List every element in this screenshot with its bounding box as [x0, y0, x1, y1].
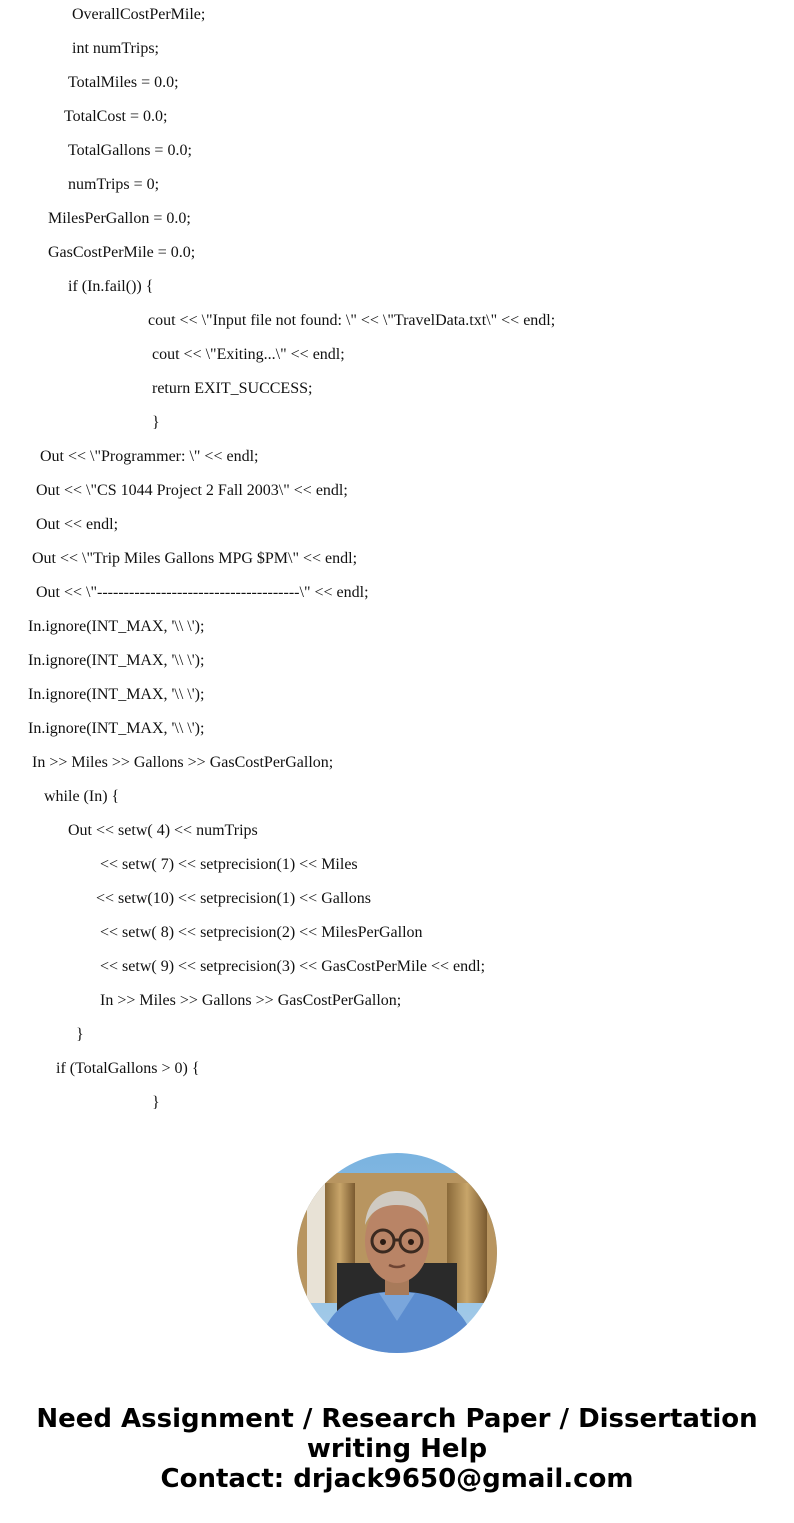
code-line-32: if (TotalGallons > 0) { — [56, 1060, 200, 1077]
code-line-28: << setw( 8) << setprecision(2) << MilesPerGallon — [100, 924, 423, 941]
code-line-17: Out << \"Trip Miles Gallons MPG $PM\" << endl; — [32, 550, 358, 567]
code-line-9: if (In.fail()) { — [68, 278, 154, 295]
promo-line-2: writing Help — [306, 1434, 488, 1464]
code-line-26: << setw( 7) << setprecision(1) << Miles — [100, 856, 358, 873]
code-line-33: } — [152, 1094, 160, 1111]
promo-line-1: Need Assignment / Research Paper / Dissertation — [36, 1404, 758, 1434]
code-line-1: OverallCostPerMile; — [72, 6, 206, 23]
code-line-20: In.ignore(INT_MAX, '\\ \'); — [28, 652, 205, 669]
code-line-11: cout << \"Exiting...\" << endl; — [152, 346, 345, 363]
code-line-8: GasCostPerMile = 0.0; — [48, 244, 196, 261]
code-line-10: cout << \"Input file not found: \" << \"TravelData.txt\" << endl; — [148, 312, 556, 329]
code-line-7: MilesPerGallon = 0.0; — [48, 210, 191, 227]
code-line-5: TotalGallons = 0.0; — [68, 142, 192, 159]
code-line-2: int numTrips; — [72, 40, 159, 57]
code-line-16: Out << endl; — [36, 516, 119, 533]
code-line-13: } — [152, 414, 160, 431]
code-line-22: In.ignore(INT_MAX, '\\ \'); — [28, 720, 205, 737]
code-line-25: Out << setw( 4) << numTrips — [68, 822, 258, 839]
code-line-19: In.ignore(INT_MAX, '\\ \'); — [28, 618, 205, 635]
code-line-31: } — [76, 1026, 84, 1043]
author-portrait-image — [297, 1153, 497, 1353]
code-line-12: return EXIT_SUCCESS; — [152, 380, 313, 397]
author-avatar — [297, 1153, 497, 1353]
code-line-18: Out << \"--------------------------------------\" << endl; — [36, 584, 369, 601]
code-line-21: In.ignore(INT_MAX, '\\ \'); — [28, 686, 205, 703]
code-line-15: Out << \"CS 1044 Project 2 Fall 2003\" << endl; — [36, 482, 348, 499]
code-line-3: TotalMiles = 0.0; — [68, 74, 179, 91]
code-line-27: << setw(10) << setprecision(1) << Gallons — [96, 890, 371, 907]
code-line-6: numTrips = 0; — [68, 176, 160, 193]
code-line-4: TotalCost = 0.0; — [64, 108, 168, 125]
code-line-23: In >> Miles >> Gallons >> GasCostPerGallon; — [32, 754, 334, 771]
code-line-24: while (In) { — [44, 788, 120, 805]
code-line-14: Out << \"Programmer: \" << endl; — [40, 448, 259, 465]
code-line-30: In >> Miles >> Gallons >> GasCostPerGallon; — [100, 992, 402, 1009]
code-line-29: << setw( 9) << setprecision(3) << GasCostPerMile << endl; — [100, 958, 486, 975]
contact-email: Contact: drjack9650@gmail.com — [160, 1464, 634, 1494]
